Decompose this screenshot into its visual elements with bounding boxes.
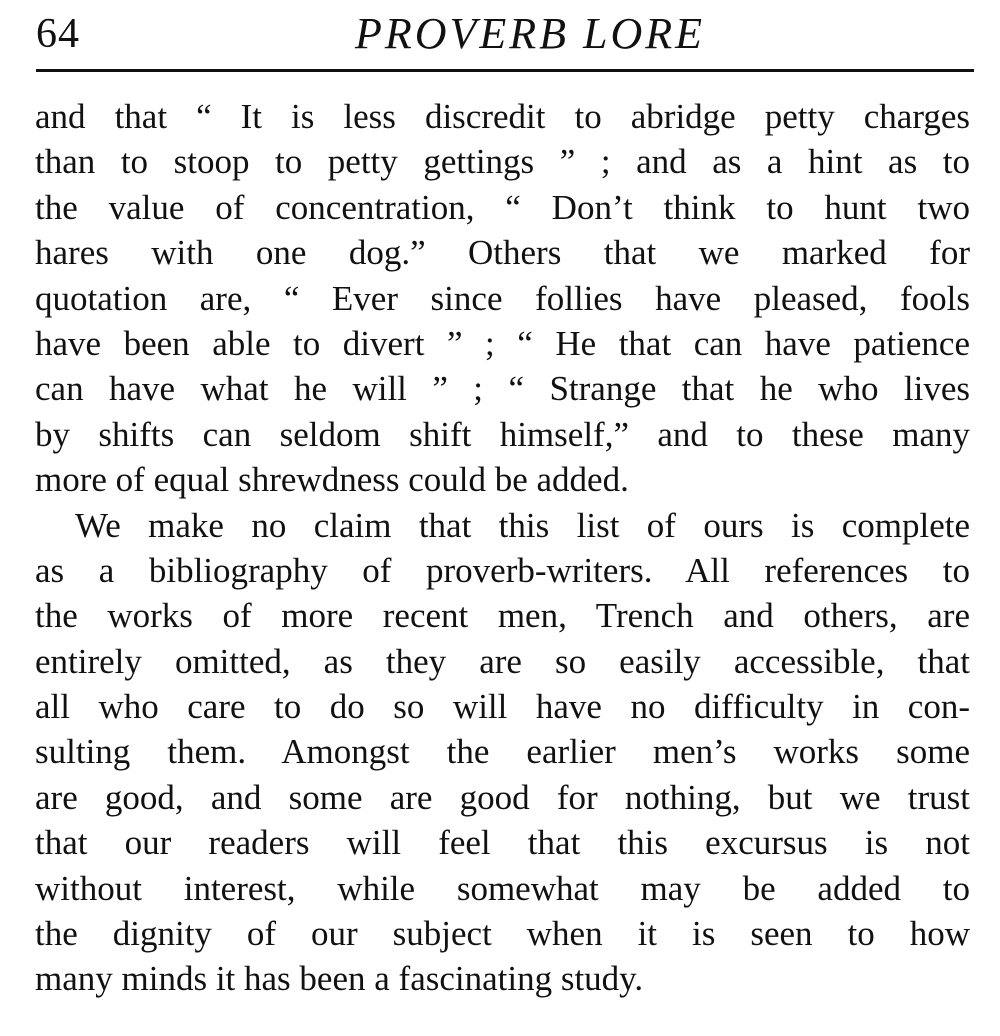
text-line: sulting them. Amongst the earlier men’s works some — [35, 732, 970, 772]
text-line: and that “ It is less discredit to abridge petty charges — [35, 97, 970, 136]
paragraph-1 — [35, 94, 970, 503]
text-line: the works of more recent men, Trench and others, are — [35, 596, 970, 636]
text-line: more of equal shrewdness could be added. — [35, 460, 629, 500]
text-line: the dignity of our subject when it is seen to how — [35, 914, 970, 954]
text-line: We make no claim that this list of ours is complete — [75, 505, 970, 545]
text-line: can have what he will ” ; “ Strange that he who lives — [35, 369, 970, 409]
text-line: all who care to do so will have no difficulty in con- — [35, 687, 970, 727]
paragraph-2 — [35, 503, 970, 1002]
text-line: without interest, while somewhat may be added to — [35, 868, 970, 908]
text-line: quotation are, “ Ever since follies have pleased, fools — [35, 278, 970, 318]
body-text — [35, 94, 970, 1002]
text-line: than to stoop to petty gettings ” ; and as a hint as to — [35, 142, 970, 182]
text-line: many minds it has been a fascinating study. — [35, 959, 644, 999]
text-line: that our readers will feel that this excursus is not — [35, 823, 970, 863]
text-line: hares with one dog.” Others that we marked for — [35, 233, 970, 273]
text-line: as a bibliography of proverb-writers. All references to — [35, 550, 970, 590]
running-title: PROVERB LORE — [354, 9, 706, 58]
running-head — [36, 2, 974, 66]
text-line: have been able to divert ” ; “ He that can have patience — [35, 323, 970, 363]
text-line: the value of concentration, “ Don’t think to hunt two — [35, 187, 970, 227]
text-line: by shifts can seldom shift himself,” and to these many — [35, 414, 970, 454]
page-number: 64 — [36, 11, 80, 57]
text-line: entirely omitted, as they are so easily accessible, that — [35, 641, 970, 681]
text-line: are good, and some are good for nothing, but we trust — [35, 777, 970, 817]
header-rule — [36, 69, 974, 72]
